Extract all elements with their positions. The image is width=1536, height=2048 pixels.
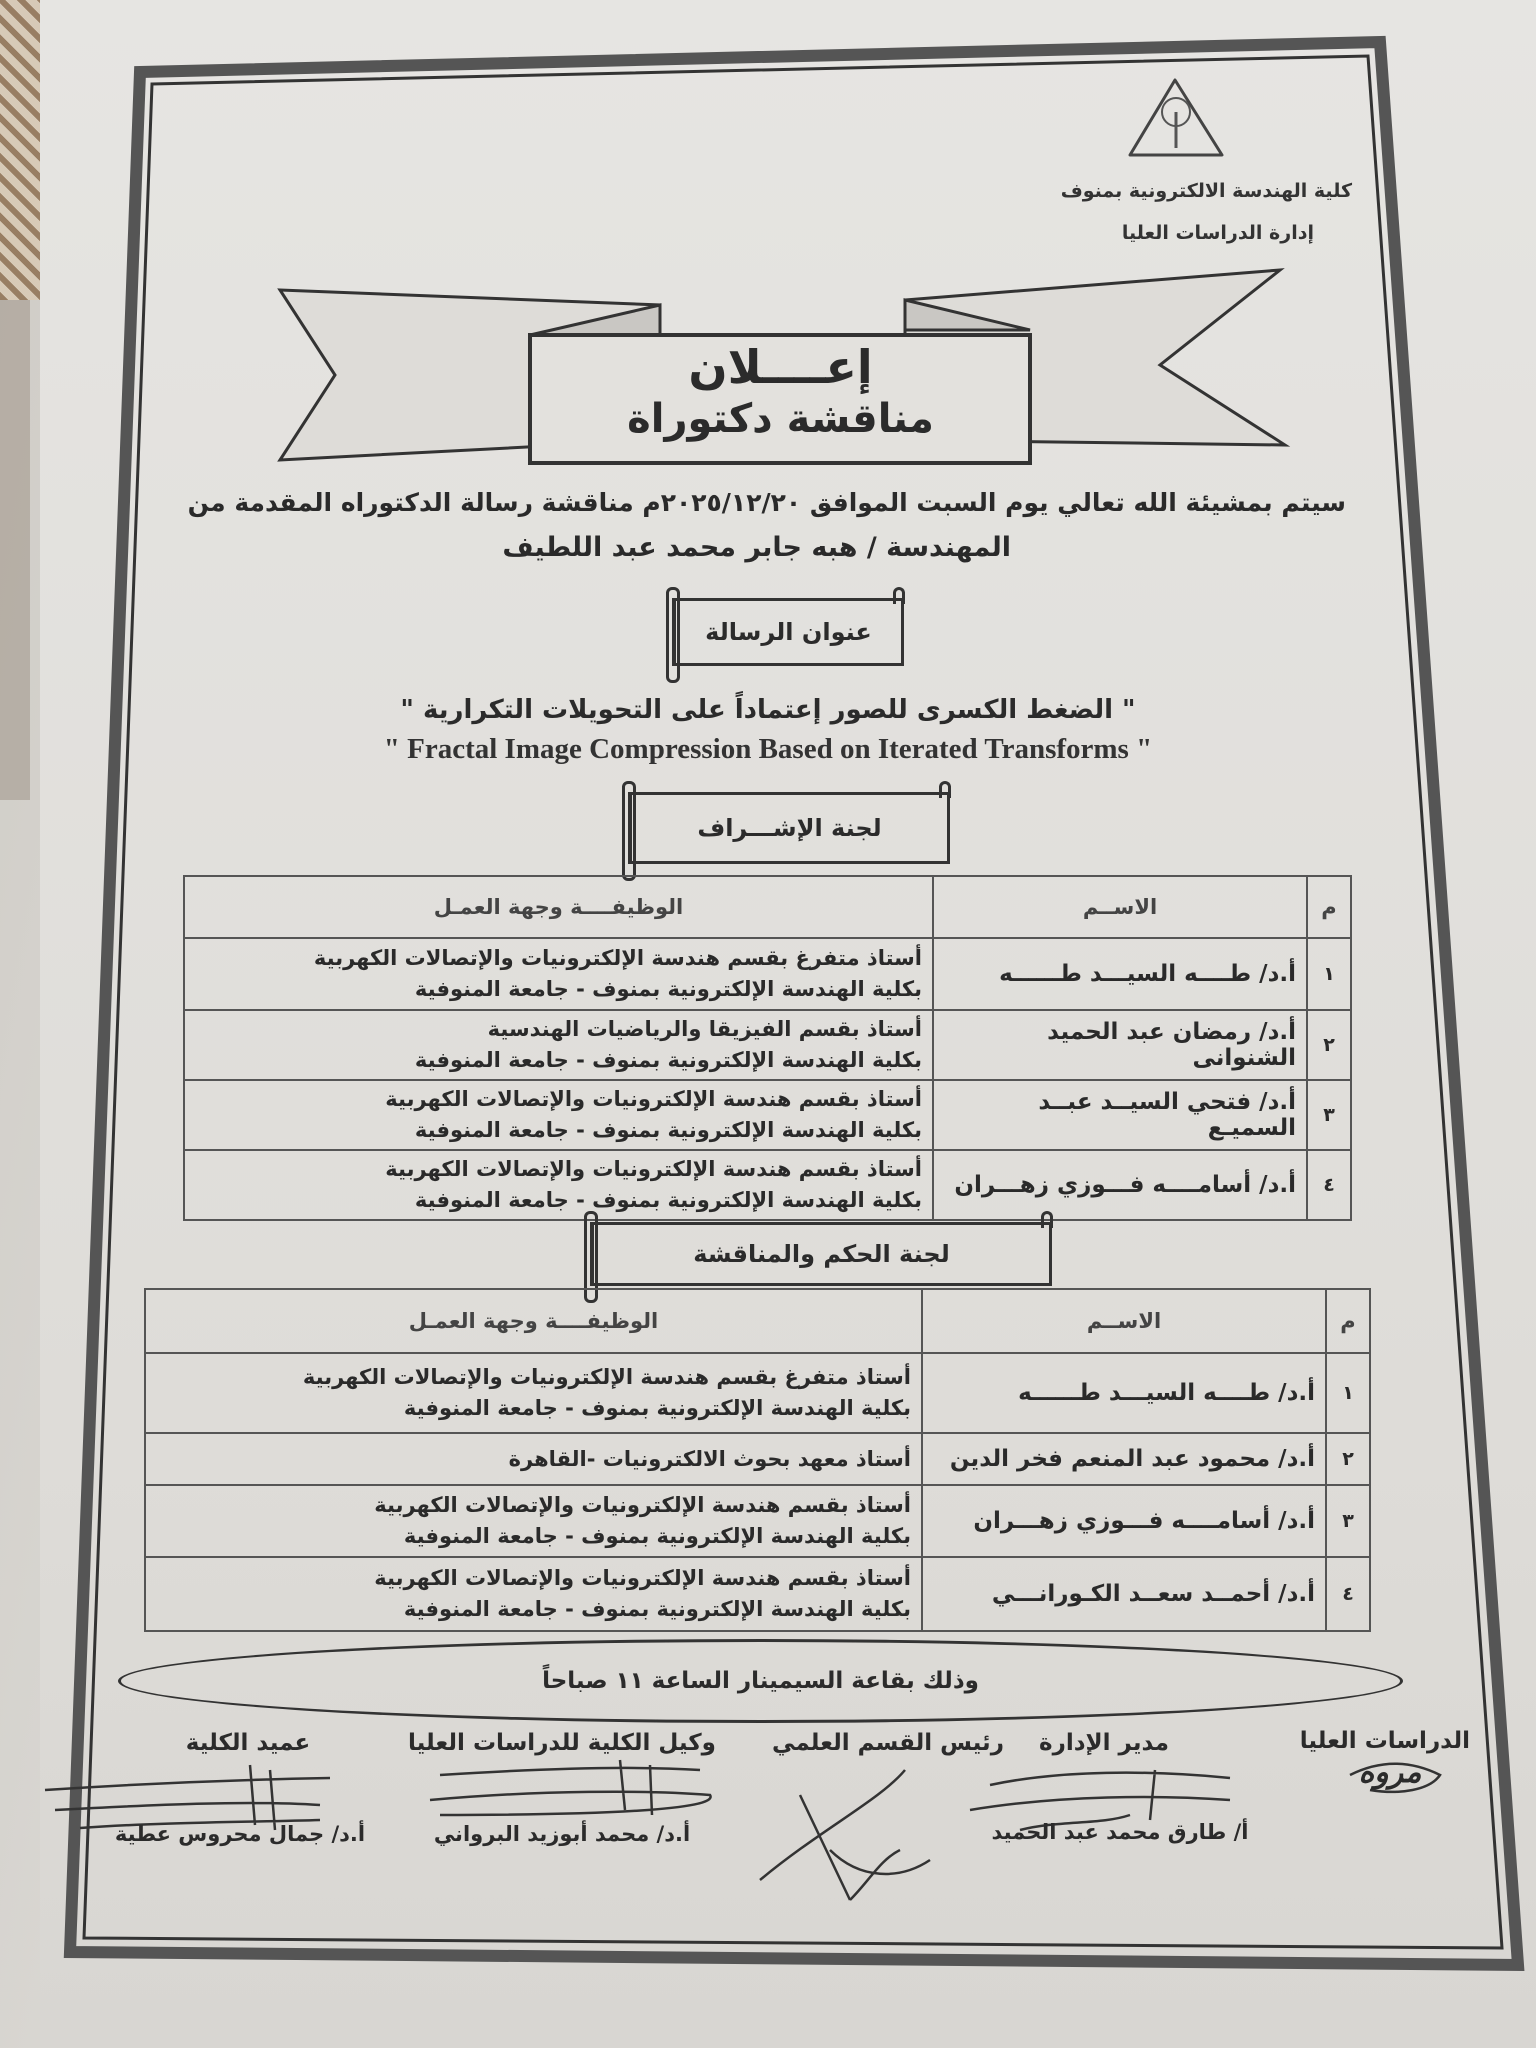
member-job — [145, 1485, 922, 1557]
row-num: ٤ — [1326, 1557, 1370, 1631]
header-name: الاســم — [933, 876, 1307, 938]
header-num: م — [1326, 1289, 1370, 1353]
job-line-1: أستاذ معهد بحوث الالكترونيات -القاهرة — [508, 1446, 911, 1471]
member-job — [184, 1150, 933, 1220]
examination-label-text: لجنة الحكم والمناقشة — [693, 1240, 950, 1268]
venue-text: وذلك بقاعة السيمينار الساعة ١١ صباحاً — [542, 1668, 979, 1694]
row-num: ٢ — [1326, 1433, 1370, 1485]
member-job — [145, 1557, 922, 1631]
job-line-2: بكلية الهندسة الإلكترونية بمنوف - جامعة المنوفية — [414, 1048, 922, 1072]
sig-title-admin-manager: مدير الإدارة — [1039, 1730, 1169, 1756]
sig-name-grad-studies: مروه — [1358, 1755, 1422, 1790]
table-header-row — [145, 1289, 1370, 1353]
sig-name-vice-dean: أ.د/ محمد أبوزيد البرواني — [433, 1822, 691, 1846]
member-name: أ.د/ محمود عبد المنعم فخر الدين — [922, 1433, 1326, 1485]
member-job — [145, 1353, 922, 1433]
table-row — [145, 1353, 1370, 1433]
supervision-label-text: لجنة الإشـــراف — [697, 814, 882, 842]
sig-title-grad-studies: الدراسات العليا — [1299, 1728, 1470, 1754]
department-name: إدارة الدراسات العليا — [1121, 222, 1314, 244]
announcement-subtitle: مناقشة دكتوراة — [627, 396, 934, 442]
header-job: الوظيفــــة وجهة العمـل — [145, 1289, 922, 1353]
job-line-2: بكلية الهندسة الإلكترونية بمنوف - جامعة المنوفية — [414, 977, 922, 1001]
member-job — [184, 1080, 933, 1150]
faculty-name: كلية الهندسة الالكترونية بمنوف — [1060, 180, 1352, 202]
examination-table — [144, 1288, 1371, 1632]
row-num: ١ — [1326, 1353, 1370, 1433]
thesis-label-text: عنوان الرسالة — [705, 618, 872, 646]
sig-title-dept-head: رئيس القسم العلمي — [772, 1730, 1004, 1756]
job-line-2: بكلية الهندسة الإلكترونية بمنوف - جامعة المنوفية — [414, 1188, 922, 1212]
header-job: الوظيفــــة وجهة العمـل — [184, 876, 933, 938]
member-job — [184, 938, 933, 1010]
header-name: الاســم — [922, 1289, 1326, 1353]
member-name: أ.د/ طــــه السيـــد طــــــه — [922, 1353, 1326, 1433]
announcement-title: إعــــلان — [688, 340, 873, 394]
sig-name-admin-manager: أ/ طارق محمد عبد الحميد — [991, 1820, 1249, 1844]
university-logo — [1130, 80, 1222, 155]
job-line-1: أستاذ بقسم الفيزيقا والرياضيات الهندسية — [487, 1017, 922, 1041]
sig-title-dean: عميد الكلية — [185, 1730, 311, 1756]
table-row — [184, 938, 1351, 1010]
job-line-1: أستاذ بقسم هندسة الإلكترونيات والإتصالات الكهربية — [385, 1087, 922, 1111]
job-line-1: أستاذ بقسم هندسة الإلكترونيات والإتصالات الكهربية — [374, 1493, 911, 1517]
job-line-2: بكلية الهندسة الإلكترونية بمنوف - جامعة المنوفية — [403, 1597, 911, 1621]
venue-oval — [118, 1639, 1403, 1723]
table-row — [145, 1485, 1370, 1557]
table-header-row — [184, 876, 1351, 938]
member-job — [184, 1010, 933, 1080]
supervision-committee-label — [628, 792, 950, 864]
header-num: م — [1307, 876, 1351, 938]
member-name: أ.د/ رمضان عبد الحميد الشنوانى — [933, 1010, 1307, 1080]
job-line-2: بكلية الهندسة الإلكترونية بمنوف - جامعة المنوفية — [414, 1118, 922, 1142]
job-line-1: أستاذ بقسم هندسة الإلكترونيات والإتصالات الكهربية — [385, 1157, 922, 1181]
thesis-title-arabic: " الضغط الكسرى للصور إعتماداً على التحويلات التكرارية " — [400, 695, 1136, 725]
job-line-2: بكلية الهندسة الإلكترونية بمنوف - جامعة المنوفية — [403, 1524, 911, 1548]
thesis-title-english: " Fractal Image Compression Based on Iterated Transforms " — [383, 733, 1153, 765]
examination-committee-label — [590, 1222, 1052, 1286]
member-name: أ.د/ فتحي السيــد عبــد السميـع — [933, 1080, 1307, 1150]
table-row — [145, 1557, 1370, 1631]
row-num: ١ — [1307, 938, 1351, 1010]
job-line-1: أستاذ متفرغ بقسم هندسة الإلكترونيات والإتصالات الكهربية — [302, 1365, 911, 1389]
thesis-title-label — [672, 598, 904, 666]
job-line-2: بكلية الهندسة الإلكترونية بمنوف - جامعة المنوفية — [403, 1396, 911, 1420]
sig-title-vice-dean: وكيل الكلية للدراسات العليا — [408, 1730, 716, 1756]
member-job — [145, 1433, 922, 1485]
intro-line-1: سيتم بمشيئة الله تعالي يوم السبت الموافق ٢٠٢٥/١٢/٢٠م مناقشة رسالة الدكتوراه المقدمة من — [187, 488, 1346, 517]
job-line-1: أستاذ متفرغ بقسم هندسة الإلكترونيات والإتصالات الكهربية — [313, 946, 922, 970]
member-name: أ.د/ أسامــــه فـــوزي زهـــران — [922, 1485, 1326, 1557]
row-num: ٣ — [1307, 1080, 1351, 1150]
candidate-name: المهندسة / هبه جابر محمد عبد اللطيف — [502, 532, 1011, 563]
sig-name-dean: أ.د/ جمال محروس عطية — [114, 1822, 366, 1846]
job-line-1: أستاذ بقسم هندسة الإلكترونيات والإتصالات الكهربية — [374, 1566, 911, 1590]
table-row — [184, 1010, 1351, 1080]
member-name: أ.د/ طــــه السيـــد طــــــه — [933, 938, 1307, 1010]
supervision-table — [183, 875, 1352, 1221]
member-name: أ.د/ أحمــد سعــد الكـورانـــي — [922, 1557, 1326, 1631]
member-name: أ.د/ أسامــــه فـــوزي زهـــران — [933, 1150, 1307, 1220]
row-num: ٤ — [1307, 1150, 1351, 1220]
row-num: ٣ — [1326, 1485, 1370, 1557]
table-row — [184, 1080, 1351, 1150]
table-row — [145, 1433, 1370, 1485]
table-row — [184, 1150, 1351, 1220]
row-num: ٢ — [1307, 1010, 1351, 1080]
